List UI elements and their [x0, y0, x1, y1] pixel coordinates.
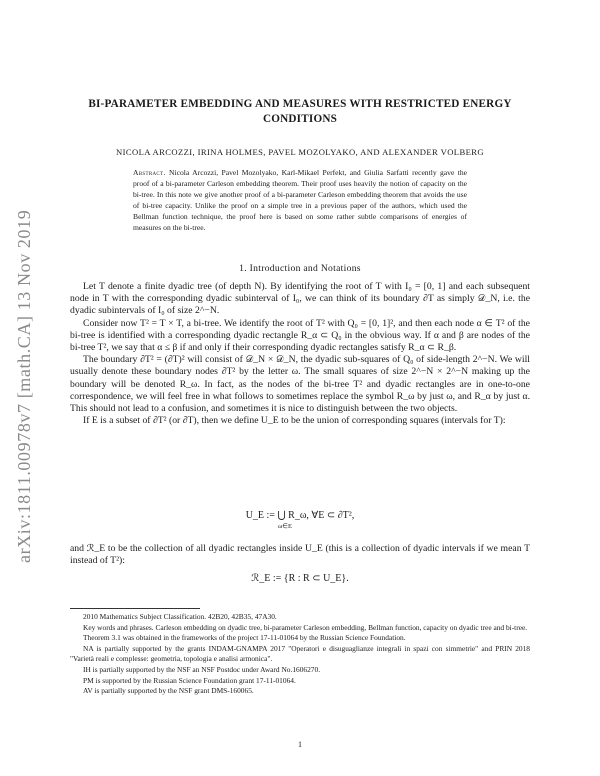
body-text-block	[70, 281, 530, 427]
paragraph: Consider now T² = T × T, a bi-tree. We identify the root of T² with Q₀ = [0, 1]², and then each node α ∈ T² of the bi-tree is identified with a corresponding dyadic rectangle R_α ⊂ Q₀ in the obvious way. If α and β are nodes of the bi-tree T², we say that α ≤ β if and only if their corresponding dyadic rectangles satisfy R_α ⊂ R_β.	[70, 317, 530, 354]
arxiv-stamp-graphic	[6, 205, 42, 565]
footnote: AV is partially supported by the NSF grant DMS-160065.	[83, 686, 254, 696]
abstract-text: Nicola Arcozzi, Pavel Mozolyako, Karl-Mikael Perfekt, and Giulia Sarfatti recently gave the proof of a bi-parameter Carleson embedding theorem. Their proof uses heavily the notion of capacity on the bi-tree. In this note we give another proof of a bi-parameter Carleson embedding theorem that avoids the use of bi-tree capacity. Unlike the proof on a simple tree in a previous paper of the authors, which used the Bellman function technique, the proof here is based on some rather subtle comparisons of energies of measures on the bi-tree.	[133, 168, 467, 232]
paper-title: BI-PARAMETER EMBEDDING AND MEASURES WITH RESTRICTED ENERGY CONDITIONS	[88, 98, 512, 125]
equation-collection: ℛ_E := {R : R ⊂ U_E}.	[251, 573, 349, 584]
equation-union-body: U_E := ⋃ R_ω, ∀E ⊂ ∂T²,	[245, 510, 355, 521]
footnote: NA is partially supported by the grants INDAM-GNAMPA 2017 "Operatori e disuguaglianze integrali in spazi con simmetrie" and PRIN 2018 "Varietà reali e complesse: geometria, topologia e analisi armonica".	[70, 643, 530, 664]
section-heading: 1. Introduction and Notations	[239, 263, 361, 274]
paragraph: and ℛ_E to be the collection of all dyadic rectangles inside U_E (this is a collection of dyadic intervals if we mean T instead of T²):	[70, 543, 530, 567]
equation-union	[70, 510, 530, 530]
footnote: 2010 Mathematics Subject Classification. 42B20, 42B35, 47A30.	[83, 612, 277, 621]
footnote: PM is supported by the Russian Science Foundation grant 17-11-01064.	[83, 675, 296, 685]
footnotes	[70, 612, 530, 697]
author-list: NICOLA ARCOZZI, IRINA HOLMES, PAVEL MOZOLYAKO, AND ALEXANDER VOLBERG	[116, 147, 484, 157]
paragraph: The boundary ∂T² = (∂T)² will consist of 𝒟_N × 𝒟_N, the dyadic sub-squares of Q₀ of side-length 2^−N. We will usually denote these boundary nodes ∂T² by the letter ω. The small squares of size 2^−N × 2^−N making up the boundary will be denoted R_ω. In fact, as the nodes of the bi-tree T² and dyadic rectangles are in one-to-one correspondence, we will feel free in what follows to sometimes replace the symbol R_ω by just ω, and R_α by just α. This should not lead to a confusion, and sometimes it is nice to distinguish between the two objects.	[70, 354, 530, 415]
body-text-after-equation	[70, 543, 530, 567]
arxiv-stamp-text: arXiv:1811.00978v7 [math.CA] 13 Nov 2019	[14, 209, 34, 563]
arxiv-stamp	[6, 205, 42, 565]
footnote: Theorem 3.1 was obtained in the frameworks of the project 17-11-01064 by the Russian Science Foundation.	[83, 633, 406, 643]
page-number: 1	[298, 740, 302, 749]
footnote: IH is partially supported by the NSF an NSF Postdoc under Award No.1606270.	[83, 664, 321, 674]
abstract	[133, 168, 467, 233]
paragraph: If E is a subset of ∂T² (or ∂T), then we define U_E to be the union of corresponding squares (intervals for T):	[83, 415, 506, 427]
paragraph: Let T denote a finite dyadic tree (of depth N). By identifying the root of T with I₀ = [0, 1] and each subsequent node in T with the corresponding dyadic subinterval of I₀, we can think of its boundary ∂T as simply 𝒟_N, i.e. the dyadic subintervals of I₀ of size 2^−N.	[70, 281, 530, 317]
abstract-label: Abstract.	[133, 168, 166, 177]
equation-union-subscript: ω∈E	[278, 523, 292, 530]
footnote: Key words and phrases. Carleson embedding on dyadic tree, bi-parameter Carleson embedding, Bellman function, capacity on dyadic tree and bi-tree.	[83, 622, 528, 632]
footnote-rule	[70, 608, 200, 609]
